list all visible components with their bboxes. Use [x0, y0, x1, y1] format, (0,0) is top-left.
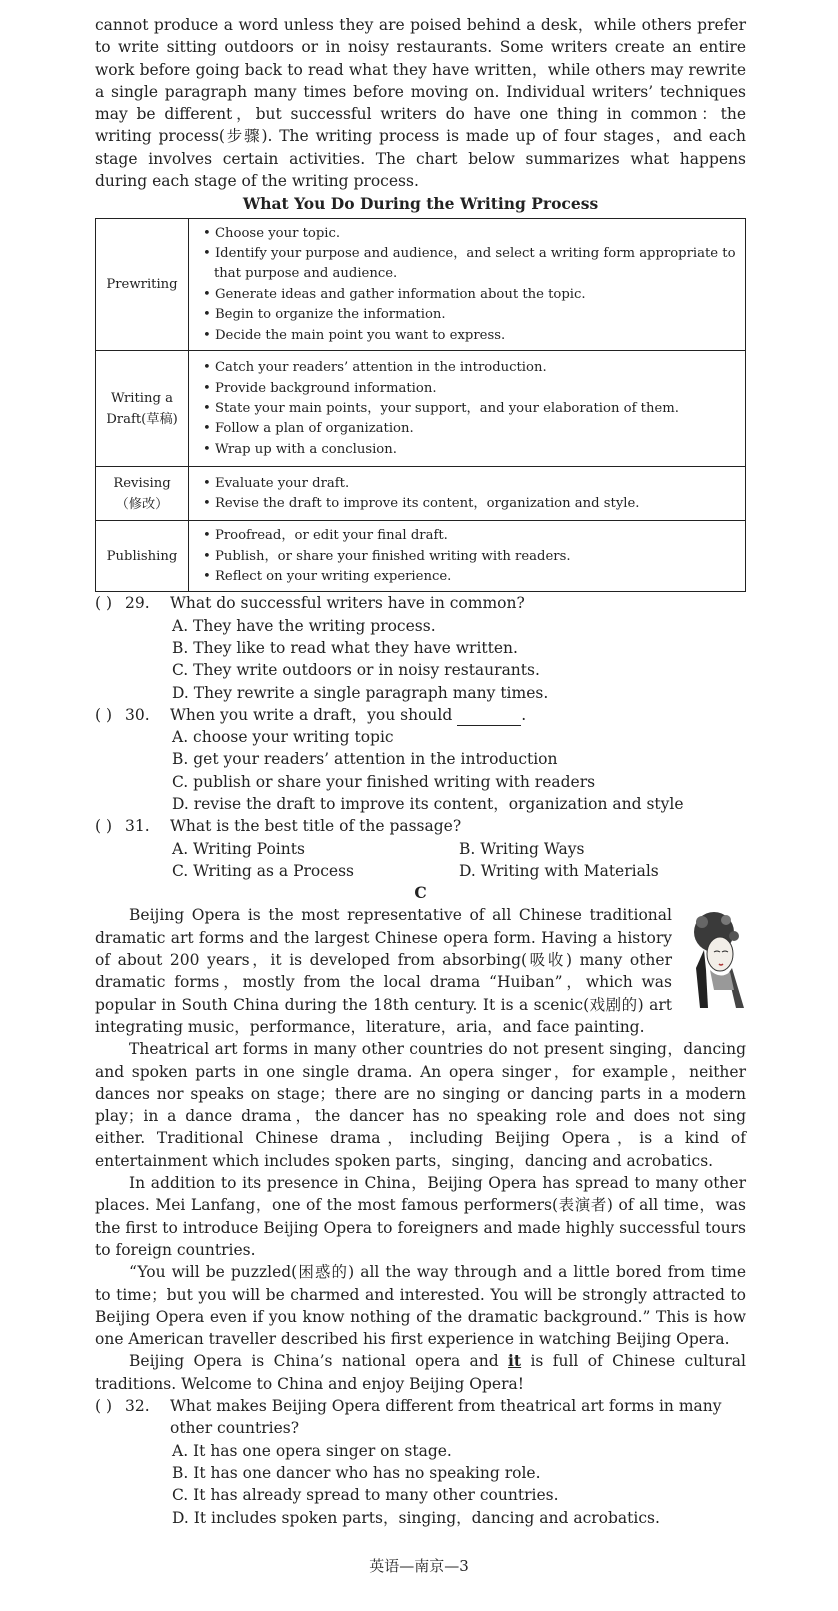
passage-paragraph: “You will be puzzled(困惑的) all the way through and a little bored from time to time；but you will be charmed and interested. You will be strongly attracted to Beijing Opera even if you know nothing of the dramatic background.” This is how one American traveller described his first experience in watching Beijing Opera.: [95, 1263, 746, 1349]
activity-item: • Proofread，or edit your final draft.: [203, 528, 448, 544]
activity-item: • Provide background information.: [203, 380, 437, 396]
opera-performer-illustration: [684, 910, 746, 1008]
question-30: ( ) 30. When you write a draft，you should .: [95, 704, 746, 726]
question-text: What is the best title of the passage?: [170, 817, 462, 836]
table-title: What You Do During the Writing Process: [242, 194, 599, 214]
option: D. It includes spoken parts，singing，dancing and acrobatics.: [172, 1508, 660, 1527]
option: B. Writing Ways: [459, 839, 585, 858]
table-row-revising: [96, 467, 746, 521]
passage-paragraph: Beijing Opera is China’s national opera and it is full of Chinese cultural traditions. Welcome to China and enjoy Beijing Opera!: [95, 1351, 746, 1393]
option: A. choose your writing topic: [172, 728, 394, 747]
question-text: What makes Beijing Opera different from theatrical art forms in many other countries?: [170, 1397, 722, 1438]
option: A. They have the writing process.: [172, 616, 436, 635]
section-heading: C: [414, 883, 427, 903]
activity-item: • Choose your topic.: [203, 225, 341, 241]
question-29: ( ) 29. What do successful writers have in common?: [95, 592, 746, 614]
option: C. Writing as a Process: [172, 861, 355, 880]
activity-item: • State your main points，your support，and your elaboration of them.: [203, 400, 679, 416]
question-32: ( ) 32. What makes Beijing Opera different from theatrical art forms in many other countries?: [95, 1397, 722, 1438]
stage-prewriting: Prewriting: [96, 218, 189, 350]
answer-blank[interactable]: ( ): [95, 705, 113, 724]
question-31: ( ) 31. What is the best title of the passage?: [95, 815, 746, 837]
activity-item: • Generate ideas and gather information about the topic.: [203, 286, 586, 302]
stage-revising: Revising （修改）: [96, 467, 189, 521]
option: D. They rewrite a single paragraph many times.: [172, 683, 549, 702]
option: B. It has one dancer who has no speaking role.: [172, 1463, 541, 1482]
passage-paragraph: Theatrical art forms in many other countries do not present singing，dancing and spoken parts in one single drama. An opera singer，for example，neither dances nor speaks on stage；there are no singing or dancing parts in a modern play；in a dance drama，the dancer has no speaking role and does not sing either. Traditional Chinese drama，including Beijing Opera，is a kind of entertainment which includes spoken parts，singing，dancing and acrobatics.: [95, 1040, 746, 1170]
option: D. revise the draft to improve its content，organization and style: [172, 795, 684, 813]
option: C. publish or share your finished writing with readers: [172, 772, 596, 791]
stage-draft: Writing a Draft(草稿): [96, 351, 189, 467]
question-text: When you write a draft，you should: [170, 705, 453, 724]
activity-item: • Identify your purpose and audience，and select a writing form appropriate to that purpose and audience.: [203, 246, 736, 282]
page-content: [95, 14, 746, 1529]
option: C. It has already spread to many other countries.: [172, 1486, 559, 1505]
table-row-draft: [96, 351, 746, 467]
activity-item: • Catch your readers’ attention in the introduction.: [203, 360, 547, 376]
answer-blank[interactable]: ( ): [95, 1397, 113, 1416]
option: A. Writing Points: [172, 839, 305, 858]
activity-item: • Decide the main point you want to express.: [203, 327, 506, 343]
answer-blank[interactable]: ( ): [95, 817, 113, 836]
activity-item: • Evaluate your draft.: [203, 475, 350, 491]
answer-blank[interactable]: ( ): [95, 594, 113, 613]
activity-item: • Wrap up with a conclusion.: [203, 441, 397, 457]
page-footer: 英语—南京—3: [369, 1557, 469, 1575]
intro-paragraph: cannot produce a word unless they are poised behind a desk，while others prefer to write sitting outdoors or in noisy restaurants. Some writers create an entire work before going back to read what they have written，while others may rewrite a single paragraph many times before moving on. Individual writers’ techniques may be different，but successful writers do have one thing in common：the writing process(步骤). The writing process is made up of four stages，and each stage involves certain activities. The chart below summarizes what happens during each stage of the writing process.: [95, 16, 746, 191]
activity-item: • Publish，or share your finished writing with readers.: [203, 548, 571, 564]
option: C. They write outdoors or in noisy restaurants.: [172, 661, 540, 680]
writing-process-table: [95, 218, 746, 593]
option: D. Writing with Materials: [459, 861, 659, 880]
activity-item: • Begin to organize the information.: [203, 307, 446, 323]
stage-publishing: Publishing: [96, 521, 189, 592]
passage-paragraph: In addition to its presence in China，Beijing Opera has spread to many other places. Mei Lanfang，one of the most famous performers(表演者) of all time，was the first to introduce Beijing Opera to foreigners and made highly successful tours to foreign countries.: [95, 1174, 746, 1259]
activity-item: • Revise the draft to improve its content，organization and style.: [203, 496, 640, 512]
table-row-publishing: [96, 521, 746, 592]
option: B. get your readers’ attention in the introduction: [172, 750, 558, 769]
option: A. It has one opera singer on stage.: [172, 1441, 452, 1460]
activity-item: • Reflect on your writing experience.: [203, 568, 452, 584]
passage-paragraph: Beijing Opera is the most representative of all Chinese traditional dramatic art forms and the largest Chinese opera form. Having a history of about 200 years，it is developed from absorbing(吸收) many other dramatic forms，mostly from the local drama “Huiban”，which was popular in South China during the 18th century. It is a scenic(戏剧的) art integrating music，performance，literature，aria，and face painting.: [95, 906, 672, 1036]
fill-in-blank: [457, 709, 521, 726]
question-text: What do successful writers have in common?: [170, 594, 525, 613]
activity-item: • Follow a plan of organization.: [203, 421, 414, 437]
table-row-prewriting: [96, 218, 746, 350]
option: B. They like to read what they have written.: [172, 638, 518, 657]
